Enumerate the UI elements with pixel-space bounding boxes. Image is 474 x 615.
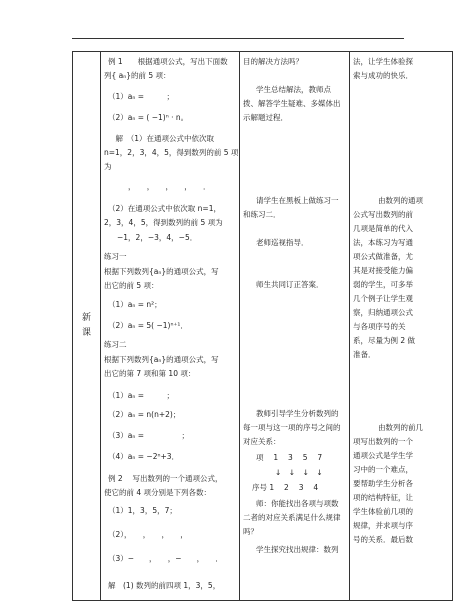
text-line: ↓ ↓ ↓ ↓	[275, 468, 323, 477]
text-line: 几项是简单的代入	[353, 224, 413, 233]
text-line: 号的关系．最后数	[353, 535, 413, 544]
text-line: 索与成功的快乐．	[353, 71, 413, 80]
text-line: 目的解决方法吗？	[243, 57, 303, 66]
text-line: 几个例子让学生观	[353, 294, 413, 303]
text-line: 序号 1 2 3 4	[252, 483, 319, 492]
design-intent	[350, 52, 452, 600]
text-line: 练习一	[104, 252, 127, 261]
text-line: 2，3，4，5，得到数列的前 5 项为	[104, 218, 223, 227]
text-line: 察，归纳通项公式	[353, 308, 413, 317]
text-line: 例 1 根据通项公式，写出下面数	[108, 57, 228, 66]
text-line: −1，2，−3，4，−5．	[117, 233, 198, 242]
text-line: 吗？	[243, 527, 258, 536]
text-line: （2）， ， ， ，	[108, 530, 188, 539]
design-intent-cell	[350, 52, 453, 601]
text-line: （1）1，3，5，7；	[108, 506, 177, 515]
text-line: 学生探究找出规律：数列	[256, 545, 339, 554]
text-line: 请学生在黑板上做练习一	[256, 196, 339, 205]
text-line: 法，让学生体验探	[353, 57, 413, 66]
text-line: 系，尽量为例 2 做	[353, 336, 416, 345]
text-line: 准备．	[353, 350, 376, 359]
lesson-plan-table	[72, 51, 453, 601]
text-line: 练习二	[104, 340, 127, 349]
text-line: 根据下列数列{aₙ}的通项公式，写	[104, 267, 219, 276]
text-line: 项 1 3 5 7	[256, 453, 323, 462]
row-label: 新课	[81, 313, 91, 338]
text-line: 弱的学生，可多举	[353, 280, 413, 289]
text-line: （2）aₙ = ( −1)ⁿ · n。	[108, 113, 189, 122]
text-line: 法，本练习为写通	[353, 238, 413, 247]
text-line: 教师引导学生分析数列的	[256, 409, 339, 418]
text-line: 出它的前 5 项：	[104, 281, 159, 290]
text-line: 解 （1）在通项公式中依次取	[108, 134, 215, 143]
text-line: 项的结构特征，让	[353, 493, 413, 502]
text-line: 列{ aₙ}的前 5 项：	[104, 71, 171, 80]
text-line: 对应关系：	[243, 437, 281, 446]
text-line: （3）aₙ = ；	[108, 431, 190, 440]
text-line: 规律，并求项与序	[353, 521, 413, 530]
student-activity-cell	[240, 52, 350, 601]
text-line: 习中的一个难点，	[353, 465, 413, 474]
student-activity	[240, 52, 349, 600]
text-line: 项公式做准备，尤	[353, 252, 413, 261]
page-header-rule	[72, 38, 404, 39]
text-line: 例 2 写出数列的一个通项公式，	[108, 474, 223, 483]
text-line: 解 (1) 数列的前四项 1，3，5，	[108, 581, 221, 590]
text-line: n=1，2，3，4，5，得到数列的前 5 项	[104, 148, 239, 157]
text-line: 其是对接受能力偏	[353, 266, 413, 275]
text-line: 要帮助学生分析各	[353, 479, 413, 488]
text-line: （1）aₙ = ；	[108, 391, 175, 400]
text-line: （2）在通项公式中依次取 n=1，	[108, 204, 221, 213]
text-line: 由数列的前几	[378, 423, 423, 432]
text-line: 师生共同订正答案．	[256, 280, 324, 289]
text-line: 每一项与这一项的序号之间的	[243, 423, 341, 432]
text-line: 通项公式是学生学	[353, 451, 413, 460]
text-line: 根据下列数列{aₙ}的通项公式，写	[104, 355, 219, 364]
text-line: 为	[104, 162, 112, 171]
text-line: 出它的第 7 项和第 10 项：	[104, 369, 196, 378]
text-line: 老师巡视指导．	[256, 238, 309, 247]
text-line: 师：你能找出各项与项数	[256, 499, 339, 508]
row-label-cell	[73, 52, 101, 601]
teaching-content-cell	[101, 52, 240, 601]
text-line: 项写出数列的一个	[353, 437, 413, 446]
text-line: （4）aₙ = −2ⁿ+3．	[108, 452, 180, 461]
text-line: 由数列的通项	[378, 196, 423, 205]
text-line: （3）− ， ，− ， ．	[108, 554, 223, 563]
text-line: 学生总结解法，教师点	[256, 85, 331, 94]
text-line: （1）aₙ = ；	[108, 92, 175, 101]
text-line: 与各项序号的关	[353, 322, 406, 331]
text-line: 公式写出数列的前	[353, 210, 413, 219]
text-line: 使它的前 4 项分别是下列各数：	[104, 488, 212, 497]
text-line: 和练习二．	[243, 210, 281, 219]
text-line: 示解题过程．	[243, 113, 288, 122]
text-line: （1）aₙ = n²；	[108, 300, 162, 309]
text-line: （2）aₙ = 5( −1)ⁿ⁺¹．	[108, 321, 188, 330]
teaching-content	[101, 52, 239, 600]
text-line: 拨、解答学生疑难、多媒体出	[243, 99, 341, 108]
table-row	[73, 52, 453, 601]
text-line: ， ， ， ， ．	[128, 182, 211, 191]
text-line: 二者的对应关系满足什么规律	[243, 513, 341, 522]
text-line: 学生体验前几项的	[353, 507, 413, 516]
text-line: （2）aₙ = n(n+2)；	[108, 410, 181, 419]
